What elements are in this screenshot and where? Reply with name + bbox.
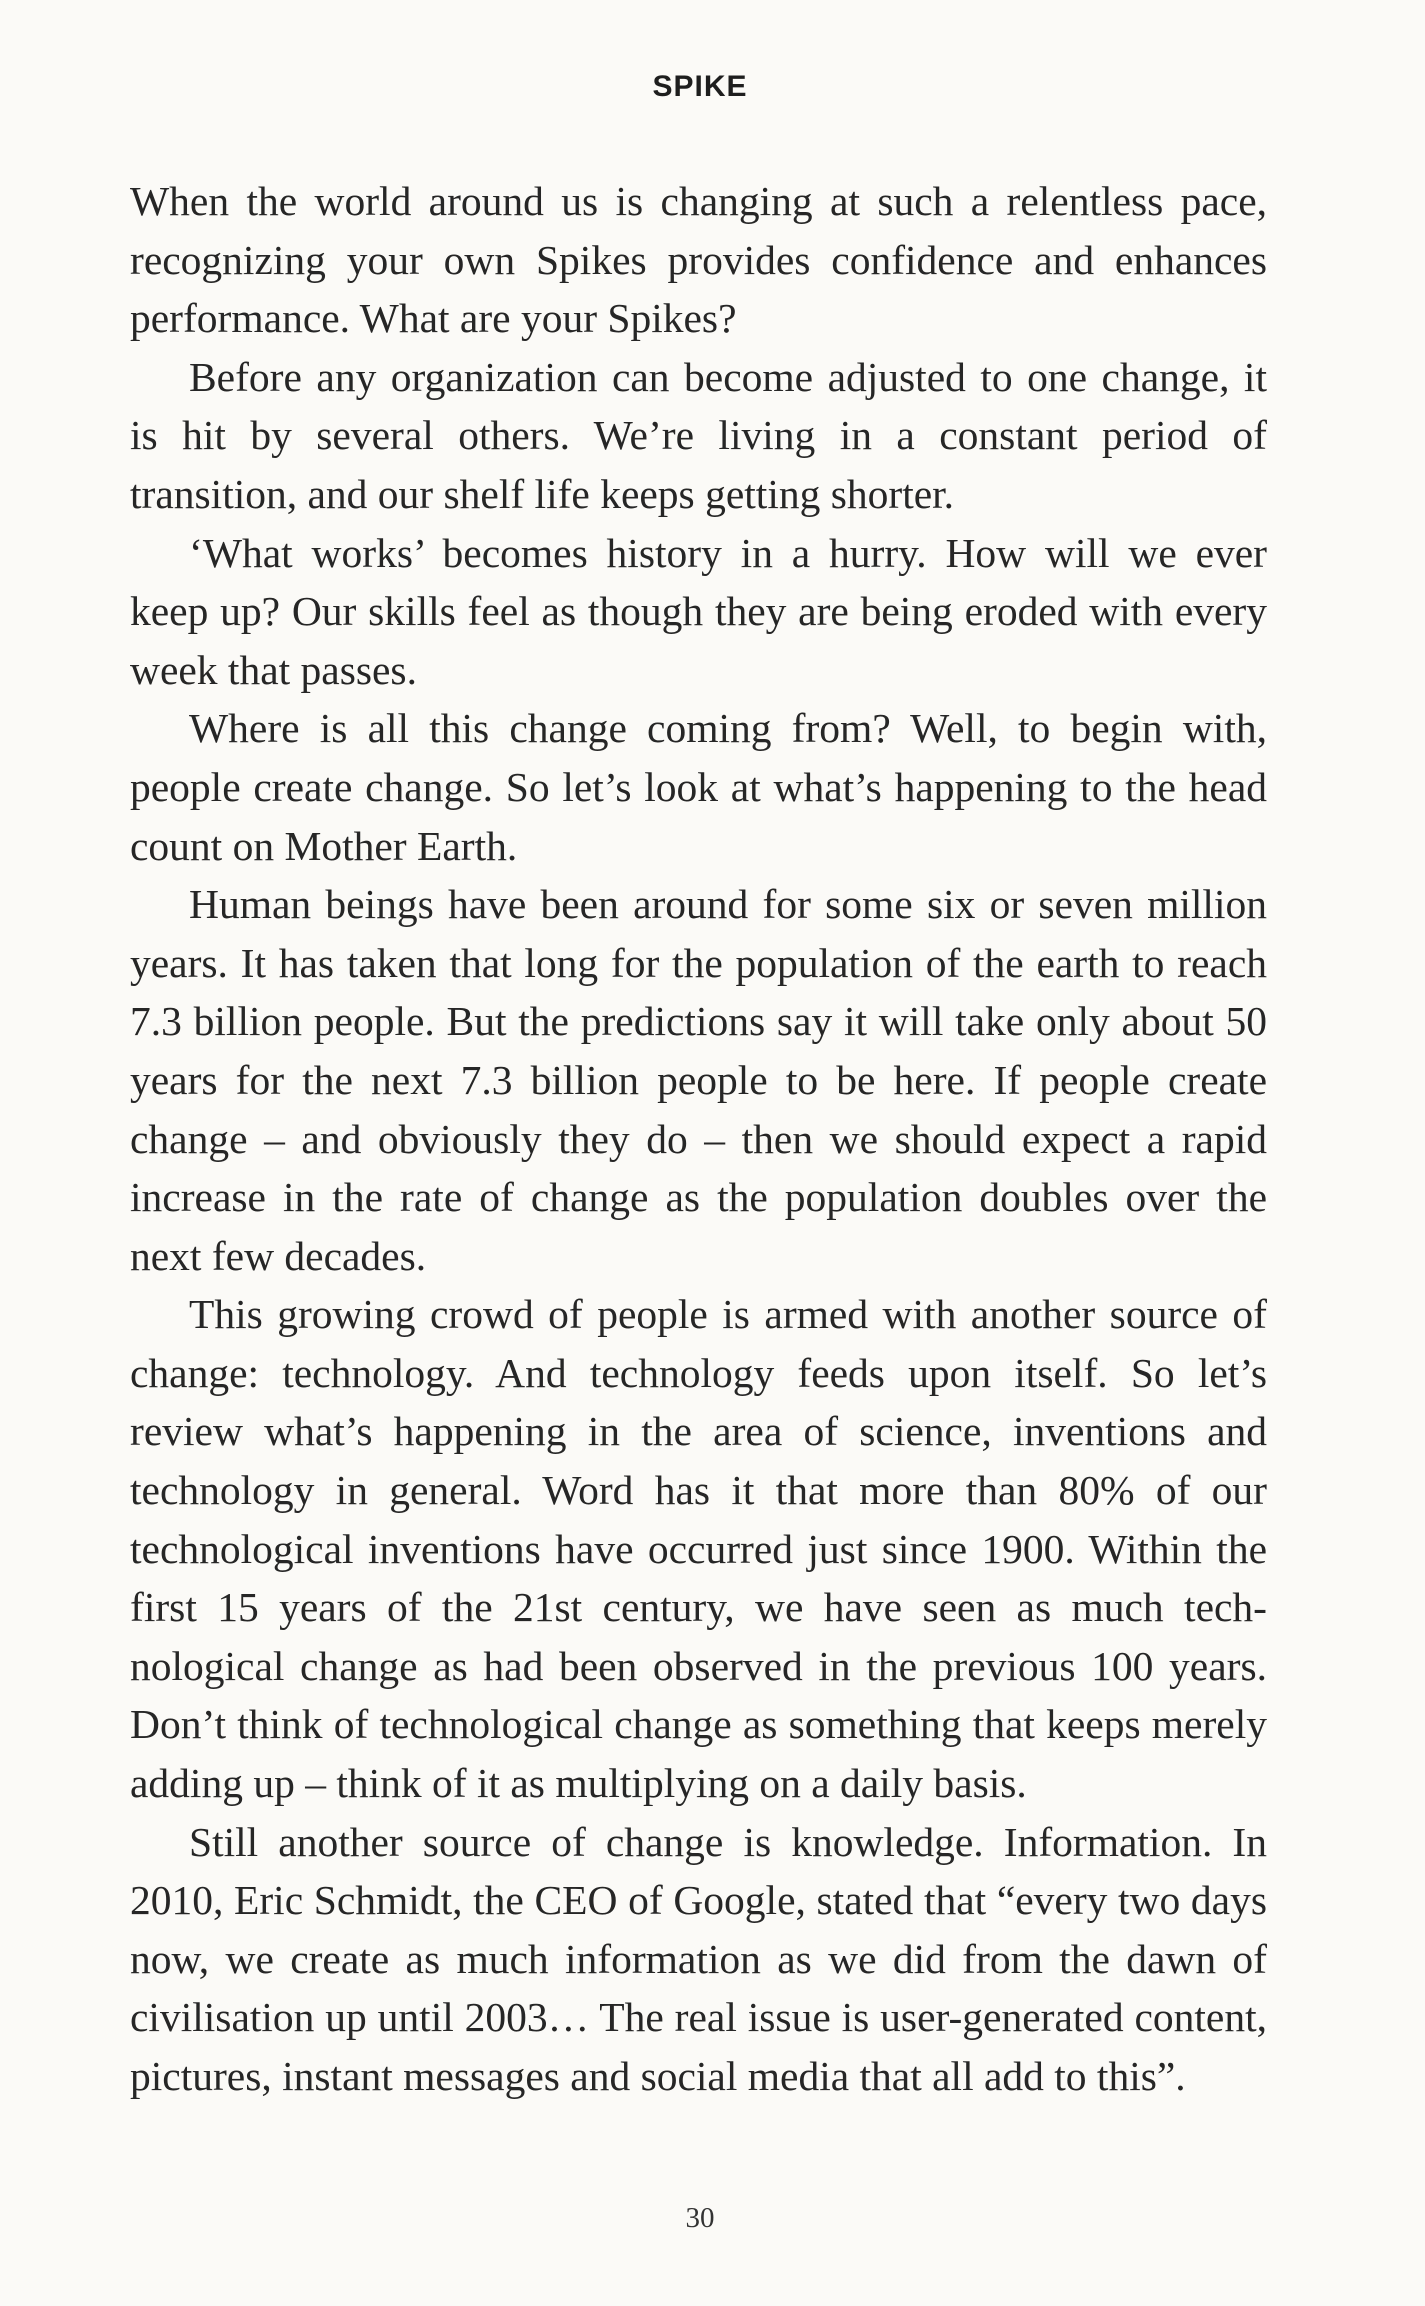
page-number: 30 (685, 2202, 715, 2234)
paragraph: ‘What works’ becomes history in a hurry. How will we ever keep up? Our skills feel as though they are being eroded with every week that passes. (130, 529, 1267, 693)
paragraph: This growing crowd of people is armed with another source of change: technology. And technology feeds upon itself. So let’s review what’s happening in the area of science, inventions and technology in general. Word has it that more than 80% of our technological inventions have occurred just since 1900. Within the first 15 years of the 21st century, we have seen as much technological change as had been observed in the previous 100 years. Don’t think of technological change as something that keeps merely adding up – think of it as multiplying on a daily basis. (130, 1291, 1267, 1807)
paragraph: When the world around us is changing at such a relentless pace, recognizing your own Spikes provides confidence and enhances performance. What are your Spikes? (130, 178, 1267, 342)
paragraph: Still another source of change is knowledge. Information. In 2010, Eric Schmidt, the CEO of Google, stated that “every two days now, we create as much information as we did from the dawn of civilisation up until 2003… The real issue is user-generated content, pictures, instant messages and social media that all add to this”. (130, 1818, 1267, 2099)
body-text (130, 172, 1267, 2106)
paragraph: Human beings have been around for some six or seven million years. It has taken that long for the population of the earth to reach 7.3 billion people. But the predictions say it will take only about 50 years for the next 7.3 billion people to be here. If people create change – and obviously they do – then we should expect a rapid increase in the rate of change as the population doubles over the next few decades. (130, 881, 1267, 1279)
running-head: SPIKE (652, 70, 748, 103)
paragraph: Where is all this change coming from? Well, to begin with, people create change. So let’s look at what’s happening to the head count on Mother Earth. (130, 705, 1267, 869)
paragraph: Before any organization can become adjusted to one change, it is hit by several others. We’re living in a constant period of transition, and our shelf life keeps getting shorter. (130, 353, 1267, 517)
